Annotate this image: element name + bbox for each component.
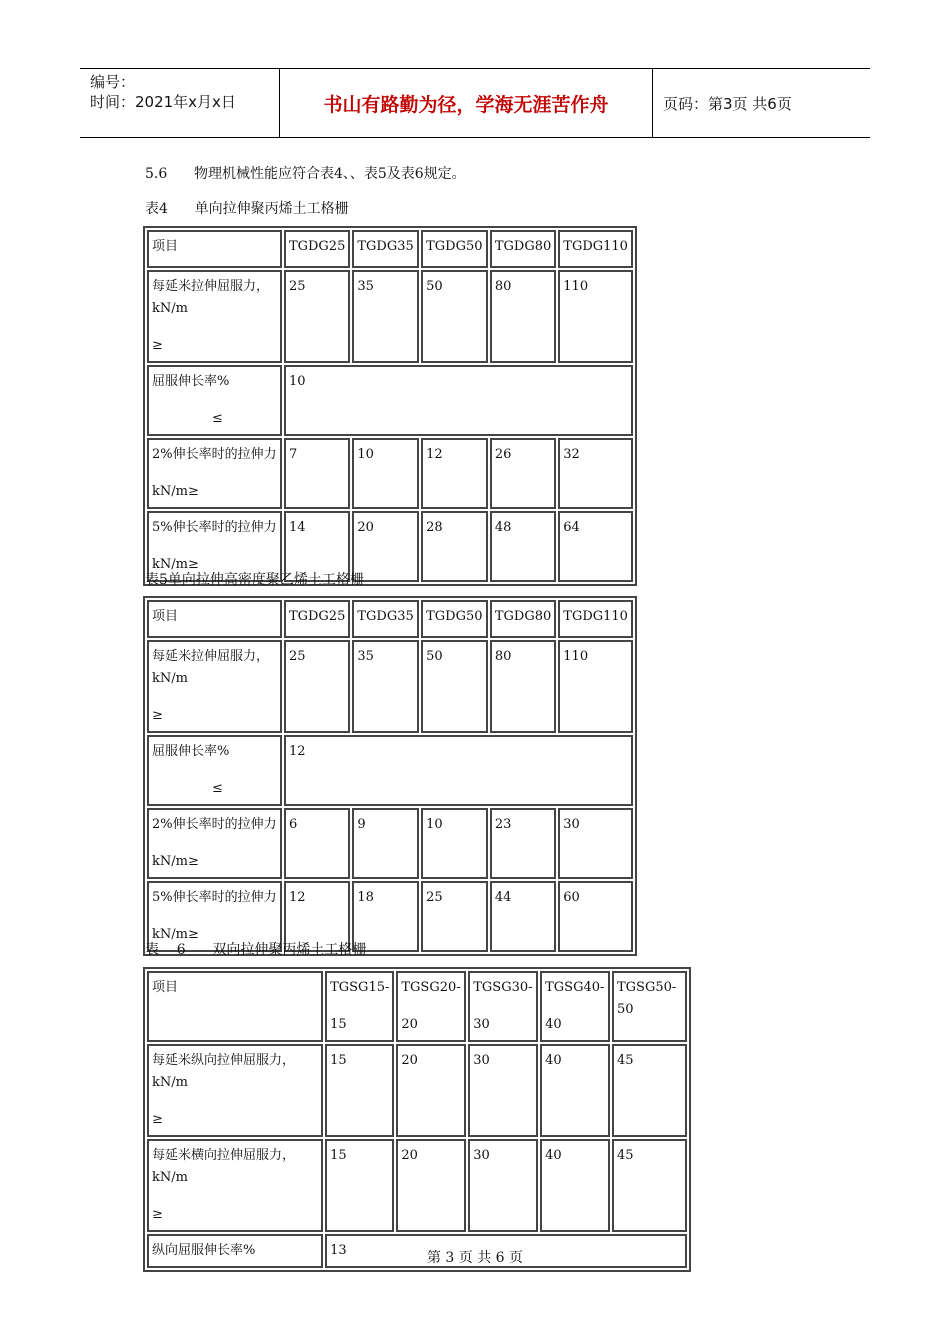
header-cell: TGDG35 — [352, 230, 419, 268]
header-cell — [325, 971, 394, 1042]
value-cell: 12 — [421, 438, 488, 509]
row-label-line1: 屈服伸长率% — [152, 374, 230, 389]
value-cell: 7 — [284, 438, 350, 509]
table-row — [147, 1044, 687, 1137]
value-cell: 14 — [284, 511, 350, 582]
header-cell: TGDG25 — [284, 600, 350, 638]
value-cell: 6 — [284, 808, 350, 879]
row-label — [147, 438, 282, 509]
header-cell-line1: TGSG20- — [401, 980, 461, 995]
value-cell: 9 — [352, 808, 419, 879]
value-cell: 45 — [612, 1044, 687, 1137]
value-cell: 110 — [558, 270, 633, 363]
row-label — [147, 735, 282, 806]
header-cell-line2: 15 — [330, 1017, 347, 1032]
value-cell: 44 — [490, 881, 556, 952]
header-cell: 项目 — [147, 600, 282, 638]
header-cell: TGDG50 — [421, 230, 488, 268]
row-label-line1: 5%伸长率时的拉伸力 — [152, 890, 277, 905]
value-cell: 48 — [490, 511, 556, 582]
value-cell: 30 — [468, 1139, 538, 1232]
row-label-line1: 每延米拉伸屈服力，kN/m — [152, 279, 270, 316]
value-cell: 35 — [352, 270, 419, 363]
row-label-line1: 每延米横向拉伸屈服力，kN/m — [152, 1148, 296, 1185]
header-cell — [612, 971, 687, 1042]
header-cell-line1: TGSG50-50 — [617, 980, 677, 1017]
header-cell-line2: 40 — [545, 1017, 562, 1032]
row-label — [147, 1139, 323, 1232]
value-cell: 25 — [421, 881, 488, 952]
value-cell: 110 — [558, 640, 633, 733]
value-cell: 28 — [421, 511, 488, 582]
row-label — [147, 640, 282, 733]
row-label-line2: ≤ — [212, 411, 223, 426]
row-label — [147, 808, 282, 879]
table-row — [147, 270, 633, 363]
table-header-row — [147, 971, 687, 1042]
row-label-line2: kN/m≥ — [152, 484, 199, 499]
header-cell: TGDG110 — [558, 600, 633, 638]
header-cell: TGDG80 — [490, 600, 556, 638]
row-label-line2: kN/m≥ — [152, 557, 199, 572]
header-cell: TGDG25 — [284, 230, 350, 268]
table-row — [147, 365, 633, 436]
row-label-line2: ≤ — [212, 781, 223, 796]
header-cell: TGDG35 — [352, 600, 419, 638]
value-cell: 10 — [352, 438, 419, 509]
table5 — [143, 596, 637, 956]
table-row — [147, 808, 633, 879]
value-cell: 20 — [352, 511, 419, 582]
row-label-line1: 2%伸长率时的拉伸力 — [152, 447, 277, 462]
table-header-row — [147, 230, 633, 268]
header-cell: TGDG110 — [558, 230, 633, 268]
header-cell-line2: 30 — [473, 1017, 490, 1032]
row-label-line1: 纵向屈服伸长率% — [152, 1243, 256, 1258]
value-cell: 80 — [490, 270, 556, 363]
page-header — [80, 68, 870, 138]
row-label-line2: kN/m≥ — [152, 854, 199, 869]
header-cell-line1: TGSG15- — [330, 980, 390, 995]
value-cell: 18 — [352, 881, 419, 952]
value-cell: 10 — [421, 808, 488, 879]
value-cell: 40 — [540, 1044, 610, 1137]
value-cell: 80 — [490, 640, 556, 733]
table-row — [147, 438, 633, 509]
header-motto: 书山有路勤为径，学海无涯苦作舟 — [280, 69, 653, 137]
row-label-line1: 2%伸长率时的拉伸力 — [152, 817, 277, 832]
value-cell: 35 — [352, 640, 419, 733]
table-row — [147, 735, 633, 806]
value-cell: 45 — [612, 1139, 687, 1232]
value-cell: 60 — [558, 881, 633, 952]
header-cell — [147, 971, 323, 1042]
header-cell-line2: 20 — [401, 1017, 418, 1032]
row-label-line1: 每延米纵向拉伸屈服力，kN/m — [152, 1053, 296, 1090]
value-cell: 12 — [284, 881, 350, 952]
header-meta — [80, 69, 280, 137]
row-label-line1: 5%伸长率时的拉伸力 — [152, 520, 277, 535]
header-cell-line1: TGSG30- — [473, 980, 533, 995]
value-cell: 25 — [284, 640, 350, 733]
table-row — [147, 1139, 687, 1232]
section-intro: 5.6 物理机械性能应符合表4、、表5及表6规定。 — [145, 166, 466, 182]
merged-value-cell: 12 — [284, 735, 633, 806]
page-footer: 第 3 页 共 6 页 — [426, 1250, 524, 1266]
header-cell-line1: 项目 — [152, 980, 179, 995]
value-cell: 20 — [396, 1139, 466, 1232]
row-label-line1: 屈服伸长率% — [152, 744, 230, 759]
merged-value-cell: 13 — [325, 1234, 687, 1268]
table5-caption: 表5单向拉伸高密度聚乙烯土工格栅 — [145, 572, 364, 588]
row-label-line2: ≥ — [152, 1112, 163, 1127]
table6-caption: 表 6 双向拉伸聚丙烯土工格栅 — [145, 942, 367, 958]
document-time-label: 时间：2021年x月x日 — [90, 93, 236, 111]
value-cell: 50 — [421, 270, 488, 363]
value-cell: 26 — [490, 438, 556, 509]
table4 — [143, 226, 637, 586]
value-cell: 30 — [468, 1044, 538, 1137]
row-label-line2: ≥ — [152, 1207, 163, 1222]
header-cell — [540, 971, 610, 1042]
header-page-info: 页码：第3页 共6页 — [663, 94, 792, 113]
merged-value-cell: 10 — [284, 365, 633, 436]
row-label-line1: 每延米拉伸屈服力，kN/m — [152, 649, 270, 686]
header-cell: TGDG50 — [421, 600, 488, 638]
value-cell: 25 — [284, 270, 350, 363]
value-cell: 50 — [421, 640, 488, 733]
row-label — [147, 270, 282, 363]
table-header-row — [147, 600, 633, 638]
table4-caption: 表4 单向拉伸聚丙烯土工格栅 — [145, 201, 349, 217]
row-label — [147, 365, 282, 436]
table-row — [147, 640, 633, 733]
value-cell: 23 — [490, 808, 556, 879]
row-label-line2: ≥ — [152, 708, 163, 723]
header-cell: TGDG80 — [490, 230, 556, 268]
header-cell-line1: TGSG40- — [545, 980, 605, 995]
value-cell: 30 — [558, 808, 633, 879]
header-cell: 项目 — [147, 230, 282, 268]
value-cell: 40 — [540, 1139, 610, 1232]
value-cell: 20 — [396, 1044, 466, 1137]
value-cell: 32 — [558, 438, 633, 509]
header-cell — [468, 971, 538, 1042]
row-label — [147, 1044, 323, 1137]
header-cell — [396, 971, 466, 1042]
document-number-label: 编号： — [90, 73, 136, 91]
value-cell: 64 — [558, 511, 633, 582]
value-cell: 15 — [325, 1139, 394, 1232]
value-cell: 15 — [325, 1044, 394, 1137]
row-label-line2: kN/m≥ — [152, 927, 199, 942]
row-label-line2: ≥ — [152, 338, 163, 353]
table6 — [143, 967, 691, 1272]
